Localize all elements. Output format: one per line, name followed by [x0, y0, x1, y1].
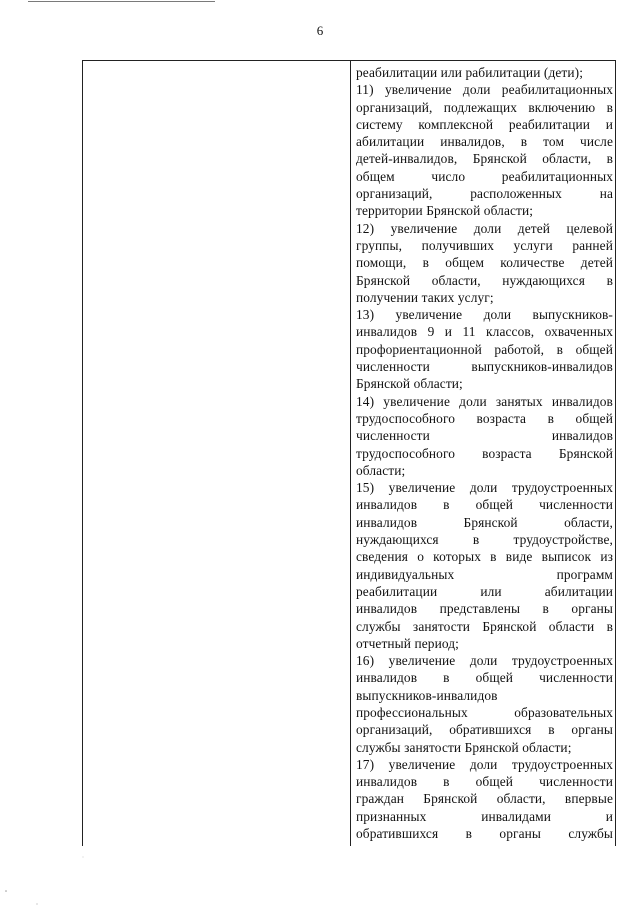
text-line: организаций, расположенных на [356, 186, 613, 202]
text-line: признанных инвалидами и [356, 808, 613, 824]
text-line: реабилитации или абилитации [356, 583, 613, 599]
text-line: реабилитации или рабилитации (дети); [356, 65, 584, 80]
text-line: инвалидов в общей численности [356, 774, 613, 790]
text-line: индивидуальных программ [356, 566, 613, 582]
text-line: Брянской области; [356, 376, 463, 392]
text-line: трудоспособного возраста Брянской [356, 445, 613, 461]
text-line: инвалидов представлены в органы [356, 601, 613, 617]
text-line: территории Брянской области; [356, 203, 534, 219]
text-line: 14) увеличение доли занятых инвалидов [356, 393, 613, 409]
text-line: группы, получивших услуги ранней [356, 237, 613, 253]
text-line: сведения о которых в виде выписок из [356, 549, 613, 565]
text-line: службы занятости Брянской области; [356, 739, 572, 755]
text-line: 17) увеличение доли трудоустроенных [356, 756, 613, 772]
text-line: помощи, в общем количестве детей [356, 255, 613, 271]
text-line: организаций, обратившихся в органы [356, 722, 613, 738]
text-line: общем число реабилитационных [356, 168, 613, 184]
text-line: систему комплексной реабилитации и [356, 116, 613, 132]
text-line: 13) увеличение доли выпускников- [356, 307, 613, 323]
text-line: численности инвалидов [356, 428, 613, 444]
text-line: получении таких услуг; [356, 289, 494, 305]
text-line: детей-инвалидов, Брянской области, в [356, 151, 613, 167]
text-line: службы занятости Брянской области в [356, 618, 613, 634]
text-line: профориентационной работой, в общей [356, 341, 613, 357]
page-number: 6 [316, 23, 324, 38]
text-line: организаций, подлежащих включению в [356, 99, 613, 115]
text-line: инвалидов в общей численности [356, 497, 613, 513]
text-line: нуждающихся в трудоустройстве, [356, 532, 613, 548]
text-line: инвалидов Брянской области, [356, 514, 613, 530]
text-line: инвалидов 9 и 11 классов, охваченных [356, 324, 613, 340]
text-line: 15) увеличение доли трудоустроенных [356, 480, 613, 496]
text-line: граждан Брянской области, впервые [356, 791, 613, 807]
text-line: области; [356, 462, 406, 478]
text-line: профессиональных образовательных [356, 704, 613, 720]
text-line: трудоспособного возраста в общей [356, 410, 613, 426]
text-line: инвалидов в общей численности [356, 670, 613, 686]
text-line: отчетный период; [356, 635, 459, 651]
text-line: выпускников-инвалидов [356, 687, 498, 703]
text-line: абилитации инвалидов, в том числе [356, 134, 613, 150]
text-line: численности выпускников-инвалидов [356, 359, 613, 375]
text-line: обратившихся в органы службы [356, 826, 613, 842]
text-line: Брянской области, нуждающихся в [356, 272, 613, 288]
text-line: 16) увеличение доли трудоустроенных [356, 653, 613, 669]
text-line: 12) увеличение доли детей целевой [356, 220, 613, 236]
text-line: 11) увеличение доли реабилитационных [356, 82, 613, 98]
